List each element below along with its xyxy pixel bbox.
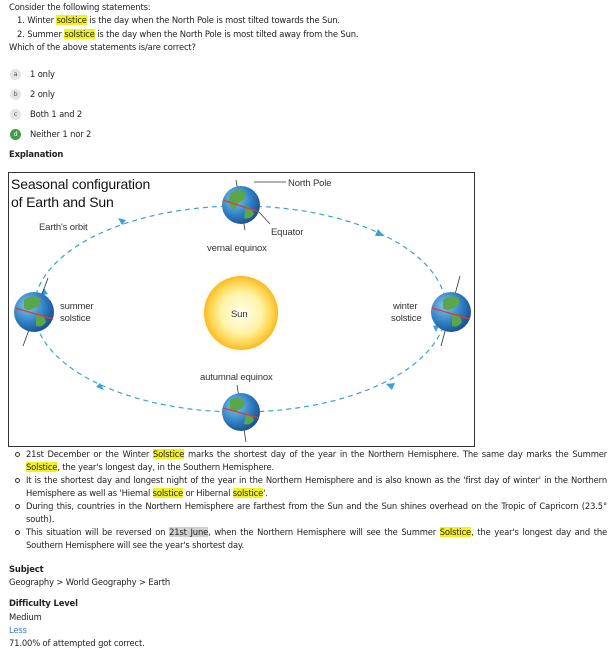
highlight: solstice	[152, 488, 184, 498]
difficulty-value: Medium	[9, 612, 42, 622]
highlight: Solstice	[152, 449, 185, 459]
option-letter-correct: d	[10, 129, 21, 140]
highlight: solstice	[232, 488, 264, 498]
attempt-stat: 71.00% of attempted got correct.	[9, 638, 145, 648]
winter-solstice-label-1: winter	[393, 301, 418, 312]
subject-label: Subject	[9, 564, 44, 574]
explanation-bullet: This situation will be reversed on 21st June, when the Northern Hemisphere will see the Summer Solstice, the year's longest day and the Southern Hemisphere will see the year's shortest day.	[13, 526, 607, 552]
option-letter: a	[10, 69, 21, 80]
highlight: Solstice	[26, 462, 58, 472]
option-c[interactable]	[10, 108, 82, 120]
sun-label: Sun	[231, 309, 248, 320]
equator-label: Equator	[271, 227, 304, 238]
attempt-percent: 71.00%	[9, 638, 41, 648]
option-text: 2 only	[30, 89, 55, 99]
explanation-heading: Explanation	[9, 149, 64, 159]
north-pole-label: North Pole	[288, 178, 332, 189]
option-a[interactable]	[10, 68, 55, 80]
explanation-bullet: It is the shortest day and longest night of the year in the Northern Hemisphere and is also known as the 'first day of winter' in the Northern Hemisphere as well as 'Hiemal solstice or Hibernal solstice'.	[13, 474, 607, 500]
winter-solstice-label-2: solstice	[391, 313, 422, 324]
option-text: Both 1 and 2	[30, 109, 83, 119]
option-letter: c	[10, 109, 21, 120]
explanation-list	[13, 448, 607, 552]
orbit-label: Earth's orbit	[39, 222, 88, 233]
difficulty-label: Difficulty Level	[9, 598, 78, 608]
autumnal-equinox-label: autumnal equinox	[200, 372, 273, 383]
vernal-equinox-label: vernal equinox	[207, 243, 267, 254]
date-highlight: 21st June	[169, 527, 209, 537]
subject-value: Geography > World Geography > Earth	[9, 577, 171, 587]
option-d[interactable]	[10, 128, 91, 140]
statement-1: 1. Winter solstice is the day when the North Pole is most tilted towards the Sun.	[17, 15, 340, 25]
option-text: Neither 1 nor 2	[30, 129, 92, 139]
summer-solstice-label-1: summer	[60, 301, 94, 312]
question-intro: Consider the following statements:	[9, 2, 151, 12]
diagram-title-2: of Earth and Sun	[11, 194, 114, 210]
highlight: Solstice	[439, 527, 472, 537]
summer-solstice-label-2: solstice	[60, 313, 91, 324]
option-text: 1 only	[30, 69, 55, 79]
explanation-bullet: 21st December or the Winter Solstice marks the shortest day of the year in the Northern Hemisphere. The same day marks the Summer Solstice, the year's longest day, in the Southern Hemisphere.	[13, 448, 607, 474]
highlight: solstice	[56, 15, 87, 25]
highlight: solstice	[64, 29, 95, 39]
option-letter: b	[10, 89, 21, 100]
explanation-bullet: During this, countries in the Northern Hemisphere are farthest from the Sun and the Sun shines overhead on the Tropic of Capricorn (23.5° south).	[13, 500, 607, 526]
option-b[interactable]	[10, 88, 55, 100]
seasons-diagram	[8, 172, 475, 447]
question-prompt: Which of the above statements is/are correct?	[9, 42, 196, 52]
statement-2: 2. Summer solstice is the day when the North Pole is most tilted away from the Sun.	[17, 29, 359, 39]
diagram-title-1: Seasonal configuration	[11, 176, 151, 192]
less-link[interactable]: Less	[9, 625, 27, 635]
